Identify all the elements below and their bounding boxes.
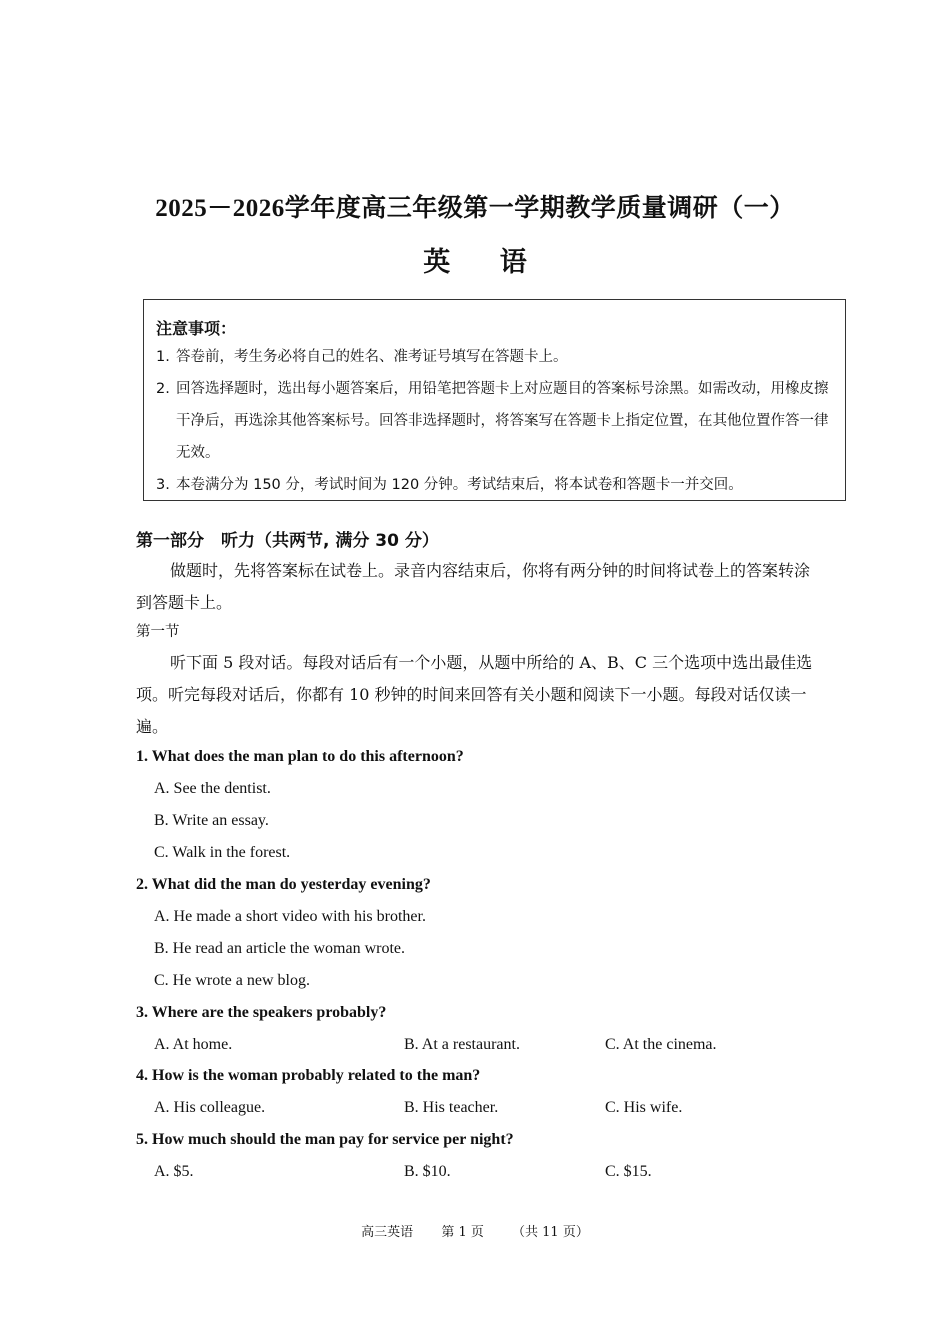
question-5: 5. How much should the man pay for service per night? [136, 1131, 514, 1148]
footer-page: 第 1 页 [441, 1225, 484, 1240]
notice-item-text: 回答选择题时，选出每小题答案后，用铅笔把答题卡上对应题目的答案标号涂黑。如需改动，用橡皮擦干净后，再选涂其他答案标号。回答非选择题时，将答案写在答题卡上指定位置，在其他位置作答一律无效。 [176, 381, 829, 461]
part1-heading: 第一部分 听力（共两节, 满分 30 分） [136, 531, 439, 551]
section1-label: 第一节 [136, 624, 180, 640]
option: A. See the dentist. [154, 780, 271, 797]
notice-item-text: 答卷前，考生务必将自己的姓名、准考证号填写在答题卡上。 [176, 349, 568, 365]
option: C. Walk in the forest. [154, 844, 291, 861]
section1-intro: 听下面 5 段对话。每段对话后有一个小题，从题中所给的 A、B、C 三个选项中选出最佳选项。听完每段对话后，你都有 10 秒钟的时间来回答有关小题和阅读下一小题。每段对话仅读一遍。 [136, 653, 813, 736]
question-2: 2. What did the man do yesterday evening? [136, 876, 431, 893]
footer-total: （共 11 页） [512, 1225, 589, 1240]
option: C. His wife. [605, 1099, 683, 1116]
notice-item-text: 本卷满分为 150 分，考试时间为 120 分钟。考试结束后，将本试卷和答题卡一并交回。 [176, 477, 743, 493]
option: B. At a restaurant. [404, 1036, 520, 1053]
part1-intro: 做题时，先将答案标在试卷上。录音内容结束后，你将有两分钟的时间将试卷上的答案转涂到答题卡上。 [136, 561, 811, 612]
option: B. Write an essay. [154, 812, 269, 829]
footer-subject: 高三英语 [361, 1225, 414, 1240]
option: A. $5. [154, 1163, 194, 1180]
page-footer [0, 1221, 950, 1240]
notice-box [143, 299, 846, 501]
notice-item-number: 2. [156, 381, 170, 397]
subject-title: 英 语 [423, 247, 527, 278]
question-3: 3. Where are the speakers probably? [136, 1004, 387, 1021]
question-4: 4. How is the woman probably related to the man? [136, 1067, 481, 1084]
option: A. At home. [154, 1036, 233, 1053]
option: C. He wrote a new blog. [154, 972, 310, 989]
option: B. He read an article the woman wrote. [154, 940, 406, 957]
notice-title: 注意事项： [156, 319, 237, 338]
option: B. $10. [404, 1163, 451, 1180]
option: C. $15. [605, 1163, 652, 1180]
option: C. At the cinema. [605, 1036, 717, 1053]
option: A. He made a short video with his brother. [154, 908, 426, 925]
exam-title: 2025－2026学年度高三年级第一学期教学质量调研（一） [155, 195, 795, 222]
option: A. His colleague. [154, 1099, 266, 1116]
notice-item-number: 1. [156, 349, 170, 365]
notice-item-number: 3. [156, 477, 170, 493]
option: B. His teacher. [404, 1099, 499, 1116]
question-1: 1. What does the man plan to do this afternoon? [136, 748, 464, 765]
